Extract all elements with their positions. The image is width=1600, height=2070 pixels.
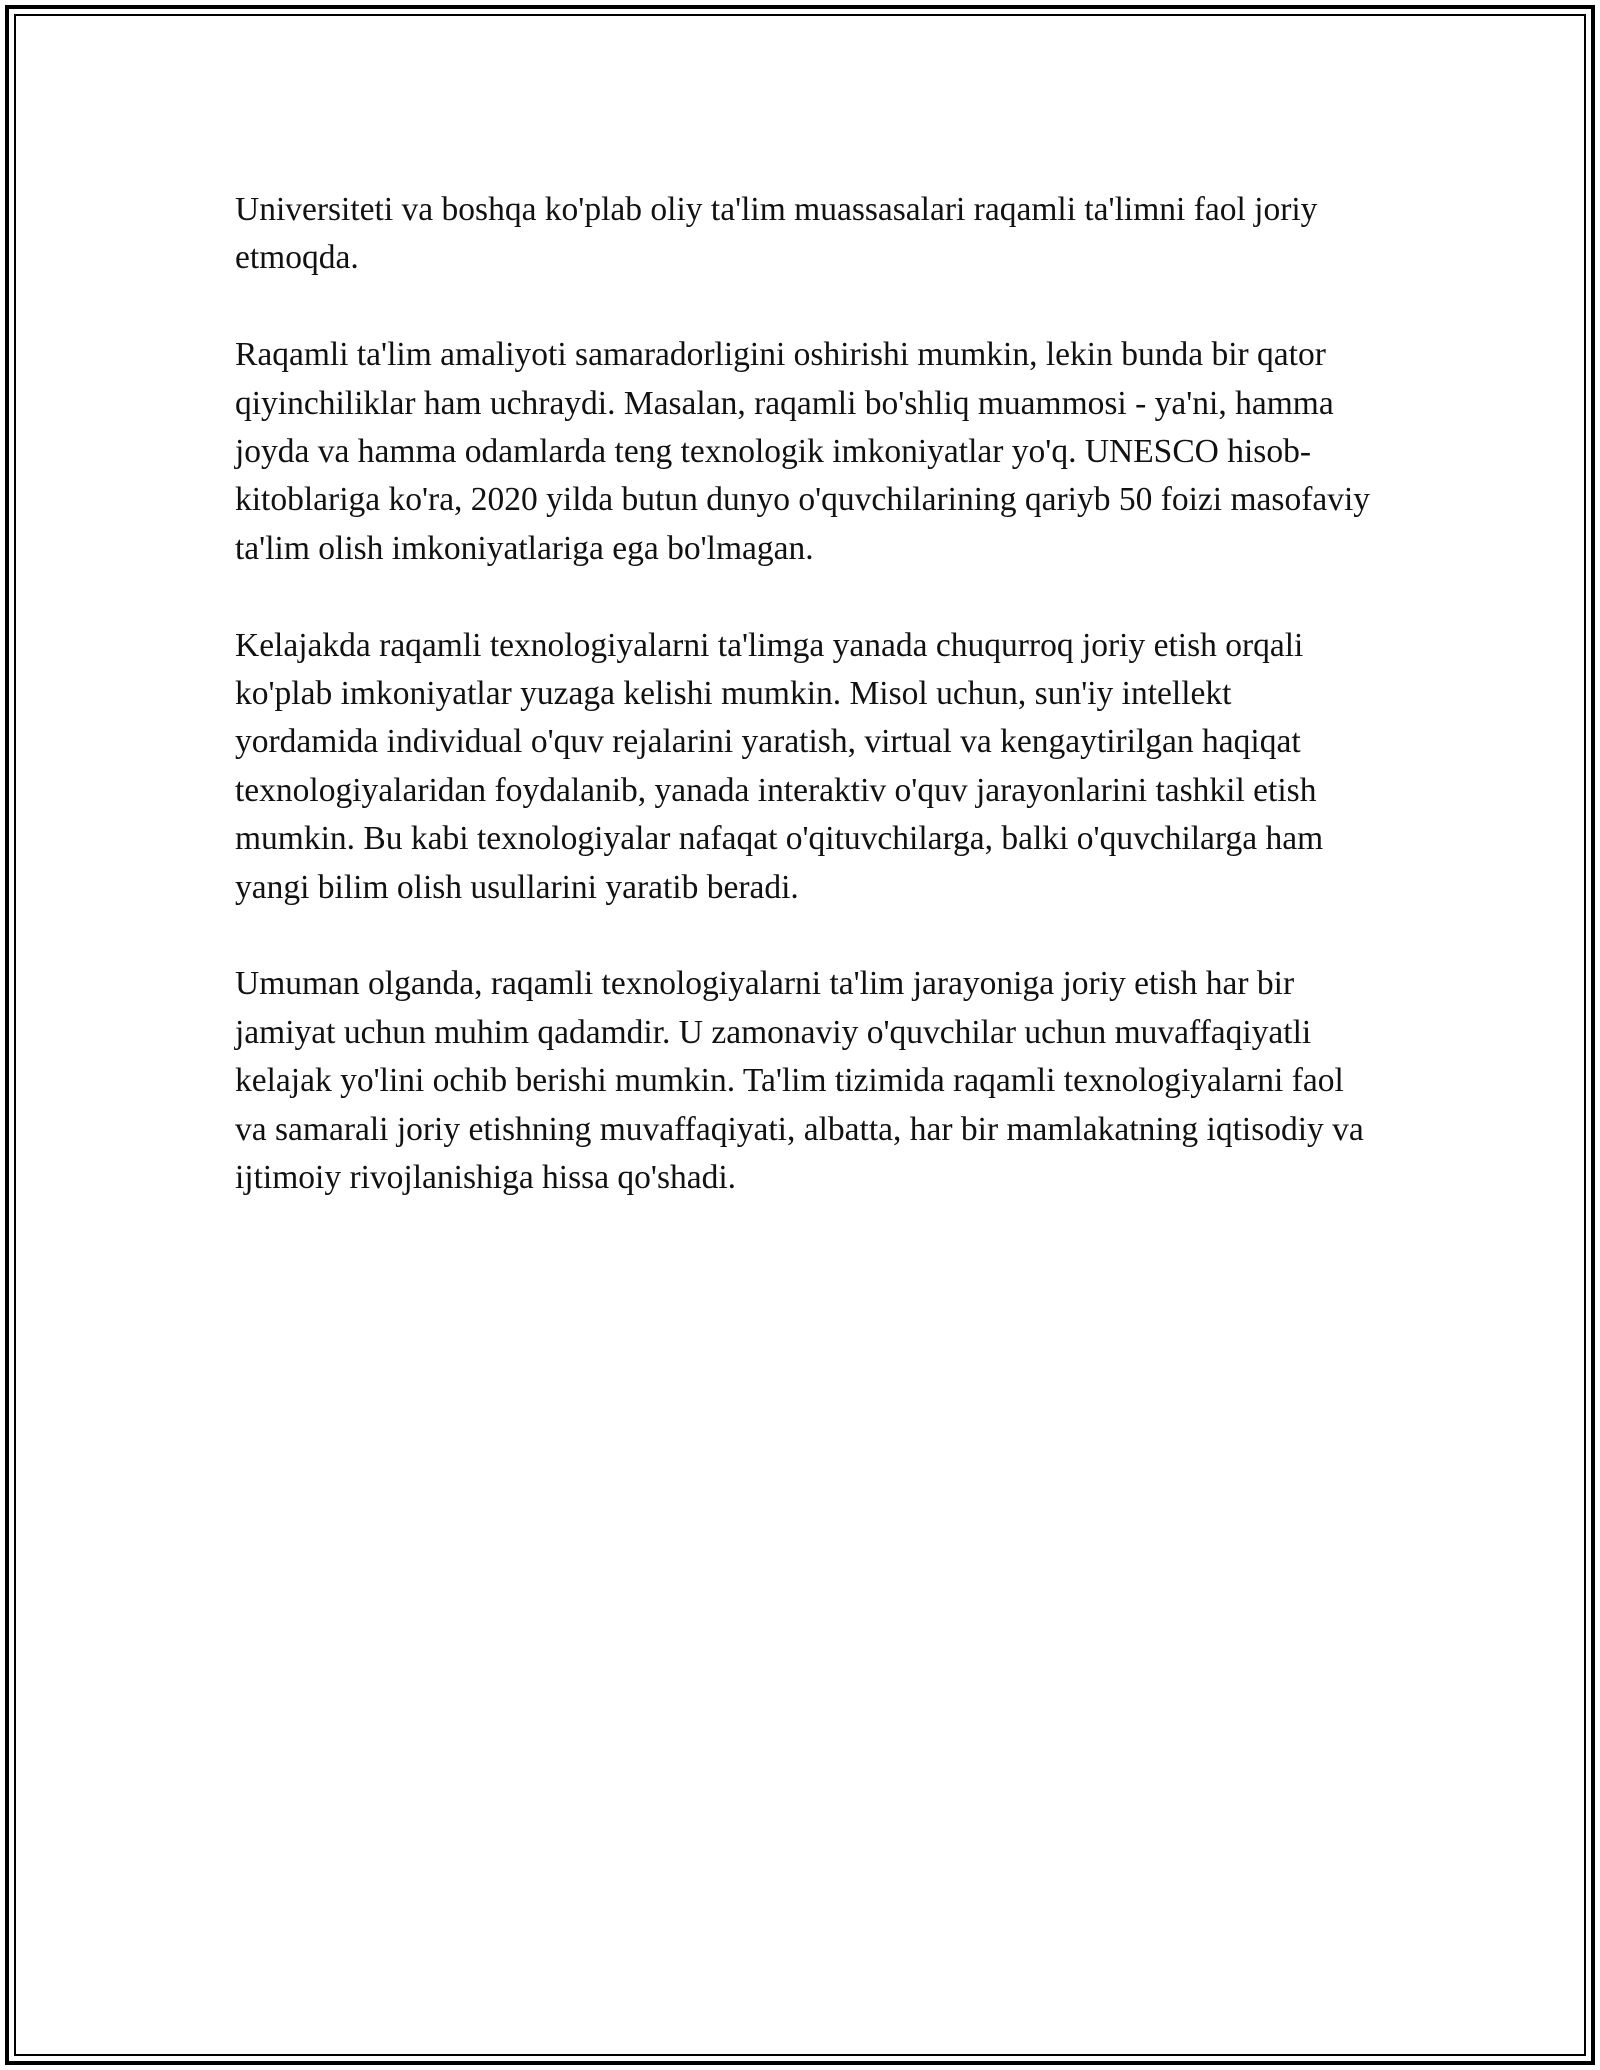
paragraph-2: Raqamli ta'lim amaliyoti samaradorligini oshirishi mumkin, lekin bunda bir qator qiyinchiliklar ham uchraydi. Masalan, raqamli bo'shliq muammosi - ya'ni, hamma joyda va hamma odamlarda teng texnologik imkoniyatlar yo'q. UNESCO hisob-kitoblariga ko'ra, 2020 yilda butun dunyo o'quvchilarining qariyb 50 foizi masofaviy ta'lim olish imkoniyatlariga ega bo'lmagan. [235,336,1371,567]
paragraph-1: Universiteti va boshqa ko'plab oliy ta'lim muassasalari raqamli ta'limni faol joriy etmoqda. [235,191,1318,277]
paragraph-4: Umuman olganda, raqamli texnologiyalarni ta'lim jarayoniga joriy etish har bir jamiyat uchun muhim qadamdir. U zamonaviy o'quvchilar uchun muvaffaqiyatli kelajak yo'lini ochib berishi mumkin. Ta'lim tizimida raqamli texnologiyalarni faol va samarali joriy etishning muvaffaqiyati, albatta, har bir mamlakatning iqtisodiy va ijtimoiy rivojlanishiga hissa qo'shadi. [235,965,1364,1197]
paragraph-3: Kelajakda raqamli texnologiyalarni ta'limga yanada chuqurroq joriy etish orqali ko'plab imkoniyatlar yuzaga kelishi mumkin. Misol uchun, sun'iy intellekt yordamida individual o'quv rejalarini yaratish, virtual va kengaytirilgan haqiqat texnologiyalaridan foydalanib, yanada interaktiv o'quv jarayonlarini tashkil etish mumkin. Bu kabi texnologiyalar nafaqat o'qituvchilarga, balki o'quvchilarga ham yangi bilim olish usullarini yaratib beradi. [235,626,1324,906]
document-body [235,186,1375,1251]
